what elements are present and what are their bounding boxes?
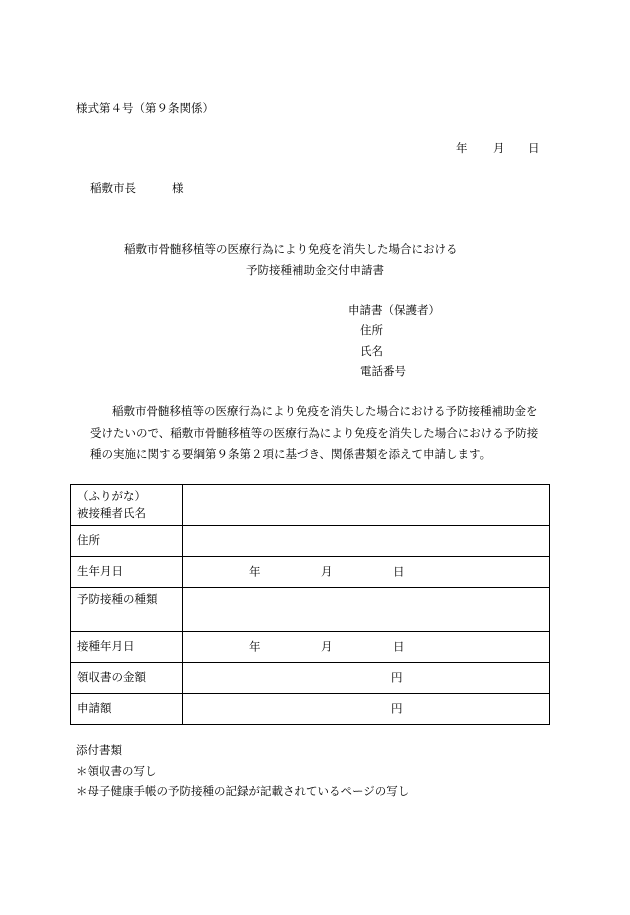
birth-date-day-unit: 日 bbox=[393, 564, 405, 579]
document-title-line-1: 稲敷市骨髄移植等の医療行為により免疫を消失した場合における bbox=[124, 242, 458, 256]
date-month-label: 月 bbox=[493, 141, 505, 155]
requested-amount-field[interactable] bbox=[183, 694, 550, 725]
table-row-receipt-amount bbox=[71, 663, 550, 694]
vaccination-date-label: 接種年月日 bbox=[71, 632, 183, 663]
vaccination-date-year-unit: 年 bbox=[249, 639, 261, 654]
receipt-amount-label: 領収書の金額 bbox=[71, 663, 183, 694]
address-label: 住所 bbox=[71, 526, 183, 557]
patient-name-label: 被接種者氏名 bbox=[77, 506, 146, 520]
requested-amount-label: 申請額 bbox=[71, 694, 183, 725]
applicant-name-label: 氏名 bbox=[360, 344, 383, 358]
receipt-amount-yen-unit: 円 bbox=[391, 670, 403, 685]
attachment-item-handbook: ＊母子健康手帳の予防接種の記録が記載されているページの写し bbox=[76, 784, 410, 798]
birth-date-month-unit: 月 bbox=[321, 564, 333, 579]
date-year-label: 年 bbox=[456, 141, 468, 155]
table-row-patient-name bbox=[71, 485, 550, 526]
attachments-heading: 添付書類 bbox=[76, 743, 122, 757]
table-row-vaccination-date bbox=[71, 632, 550, 663]
patient-name-label-cell bbox=[71, 485, 183, 526]
recipient-name: 稲敷市長 bbox=[90, 181, 136, 195]
receipt-amount-field[interactable] bbox=[183, 663, 550, 694]
attachment-item-receipt: ＊領収書の写し bbox=[76, 764, 157, 778]
application-table bbox=[70, 484, 550, 725]
vaccination-date-month-unit: 月 bbox=[321, 639, 333, 654]
body-text-line-2: 受けたいので、稲敷市骨髄移植等の医療行為により免疫を消失した場合における予防接 bbox=[90, 426, 539, 440]
form-number: 様式第４号（第９条関係） bbox=[76, 101, 214, 115]
furigana-label: （ふりがな） bbox=[77, 488, 146, 503]
document-title-line-2: 予防接種補助金交付申請書 bbox=[246, 263, 384, 277]
birth-date-year-unit: 年 bbox=[249, 564, 261, 579]
body-text-line-1: 稲敷市骨髄移植等の医療行為により免疫を消失した場合における予防接種補助金を bbox=[112, 404, 538, 418]
birth-date-field[interactable] bbox=[183, 557, 550, 588]
vaccination-date-field[interactable] bbox=[183, 632, 550, 663]
address-field[interactable] bbox=[183, 526, 550, 557]
requested-amount-yen-unit: 円 bbox=[391, 701, 403, 716]
date-day-label: 日 bbox=[528, 141, 540, 155]
vaccination-date-day-unit: 日 bbox=[393, 639, 405, 654]
table-row-vaccine-type bbox=[71, 588, 550, 632]
applicant-heading: 申請書（保護者） bbox=[348, 303, 440, 317]
patient-name-field[interactable] bbox=[183, 485, 550, 526]
recipient-honorific: 様 bbox=[172, 181, 184, 195]
body-text-line-3: 種の実施に関する要綱第９条第２項に基づき、関係書類を添えて申請します。 bbox=[90, 447, 492, 461]
birth-date-label: 生年月日 bbox=[71, 557, 183, 588]
applicant-phone-label: 電話番号 bbox=[360, 364, 406, 378]
table-row-birth-date bbox=[71, 557, 550, 588]
table-row-address bbox=[71, 526, 550, 557]
table-row-requested-amount bbox=[71, 694, 550, 725]
vaccine-type-label: 予防接種の種類 bbox=[71, 588, 183, 632]
vaccine-type-field[interactable] bbox=[183, 588, 550, 632]
applicant-address-label: 住所 bbox=[360, 323, 383, 337]
